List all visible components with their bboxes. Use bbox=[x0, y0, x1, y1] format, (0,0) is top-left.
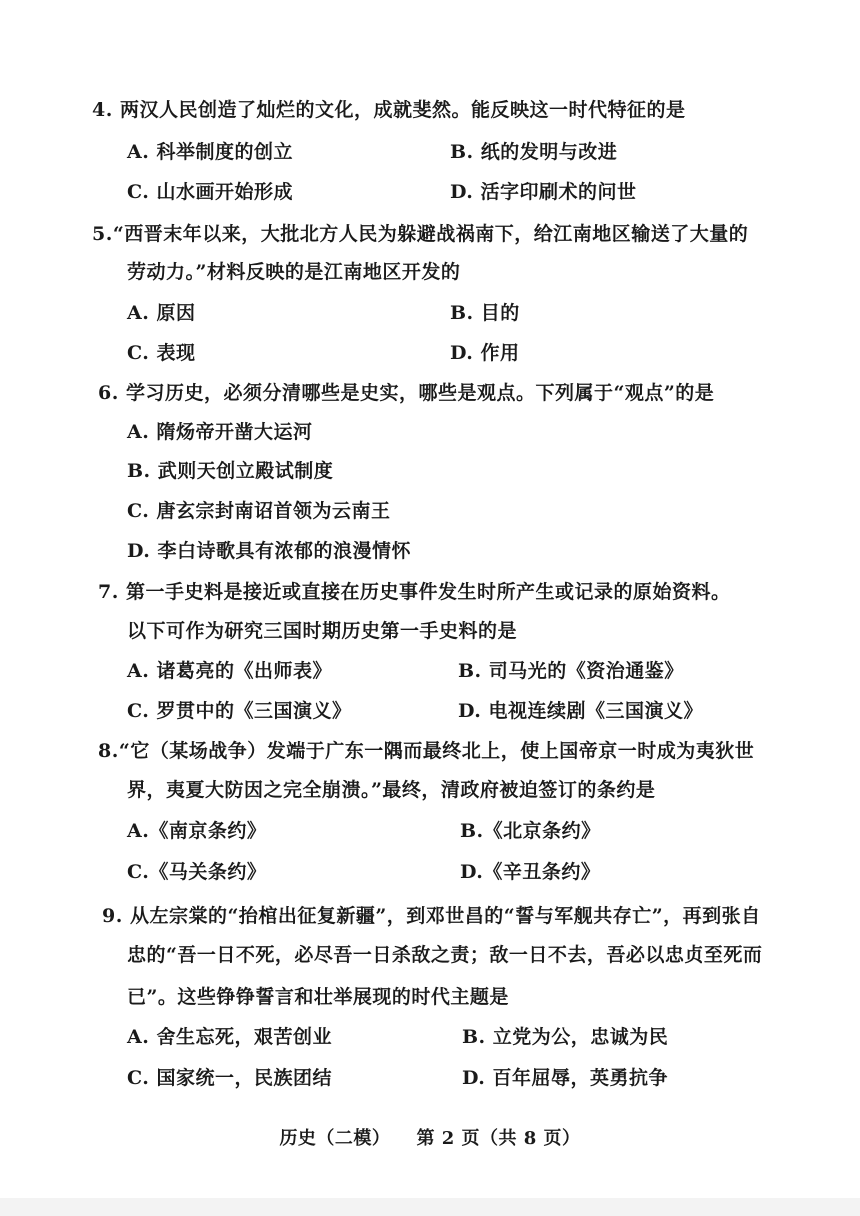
question-5-stem-line-2: 劳动力。”材料反映的是江南地区开发的 bbox=[127, 261, 461, 283]
question-6-stem: 6. 学习历史，必须分清哪些是史实，哪些是观点。下列属于“观点”的是 bbox=[98, 382, 715, 404]
question-7-option-a: A. 诸葛亮的《出师表》 bbox=[127, 660, 332, 682]
question-6-option-b: B. 武则天创立殿试制度 bbox=[127, 460, 334, 482]
question-8-option-a: A.《南京条约》 bbox=[127, 820, 267, 842]
question-4-option-d: D. 活字印刷术的问世 bbox=[450, 181, 637, 203]
question-9-stem-line-2: 忠的“吾一日不死，必尽吾一日杀敌之责；敌一日不去，吾必以忠贞至死而 bbox=[127, 944, 763, 966]
question-4-option-a: A. 科举制度的创立 bbox=[127, 141, 293, 163]
question-5-option-c: C. 表现 bbox=[127, 342, 196, 364]
question-8-option-c: C.《马关条约》 bbox=[127, 861, 267, 883]
question-9-option-d: D. 百年屈辱，英勇抗争 bbox=[462, 1067, 669, 1089]
page-footer bbox=[0, 1124, 860, 1150]
question-7-option-c: C. 罗贯中的《三国演义》 bbox=[127, 700, 352, 722]
scan-edge bbox=[0, 1198, 860, 1216]
question-8-option-b: B.《北京条约》 bbox=[460, 820, 601, 842]
question-8-stem-line-1: 8.“它（某场战争）发端于广东一隅而最终北上，使上国帝京一时成为夷狄世 bbox=[98, 740, 755, 762]
question-9-option-c: C. 国家统一，民族团结 bbox=[127, 1067, 333, 1089]
question-5-option-d: D. 作用 bbox=[450, 342, 520, 364]
question-7-stem-line-1: 7. 第一手史料是接近或直接在历史事件发生时所产生或记录的原始资料。 bbox=[98, 581, 731, 603]
footer-page-info: 第 2 页（共 8 页） bbox=[416, 1128, 581, 1149]
question-5-option-a: A. 原因 bbox=[127, 302, 196, 324]
question-5-stem-line-1: 5.“西晋末年以来，大批北方人民为躲避战祸南下，给江南地区输送了大量的 bbox=[92, 223, 749, 245]
question-9-option-a: A. 舍生忘死，艰苦创业 bbox=[127, 1026, 332, 1048]
footer-subject: 历史（二模） bbox=[279, 1128, 391, 1149]
question-4-option-c: C. 山水画开始形成 bbox=[127, 181, 294, 203]
question-6-option-a: A. 隋炀帝开凿大运河 bbox=[127, 421, 313, 443]
question-9-stem-line-3: 已”。这些铮铮誓言和壮举展现的时代主题是 bbox=[127, 986, 509, 1008]
question-5-option-b: B. 目的 bbox=[450, 302, 520, 324]
question-7-option-b: B. 司马光的《资治通鉴》 bbox=[458, 660, 684, 682]
question-9-stem-line-1: 9. 从左宗棠的“抬棺出征复新疆”，到邓世昌的“誓与军舰共存亡”，再到张自 bbox=[102, 905, 761, 927]
question-6-option-c: C. 唐玄宗封南诏首领为云南王 bbox=[127, 500, 391, 522]
question-6-option-d: D. 李白诗歌具有浓郁的浪漫情怀 bbox=[127, 540, 412, 562]
question-8-option-d: D.《辛丑条约》 bbox=[460, 861, 601, 883]
question-8-stem-line-2: 界，夷夏大防因之完全崩溃。”最终，清政府被迫签订的条约是 bbox=[127, 779, 656, 801]
question-4-stem: 4. 两汉人民创造了灿烂的文化，成就斐然。能反映这一时代特征的是 bbox=[92, 99, 686, 121]
question-9-option-b: B. 立党为公，忠诚为民 bbox=[462, 1026, 669, 1048]
question-7-stem-line-2: 以下可作为研究三国时期历史第一手史料的是 bbox=[127, 620, 518, 642]
question-7-option-d: D. 电视连续剧《三国演义》 bbox=[458, 700, 704, 722]
question-4-option-b: B. 纸的发明与改进 bbox=[450, 141, 618, 163]
